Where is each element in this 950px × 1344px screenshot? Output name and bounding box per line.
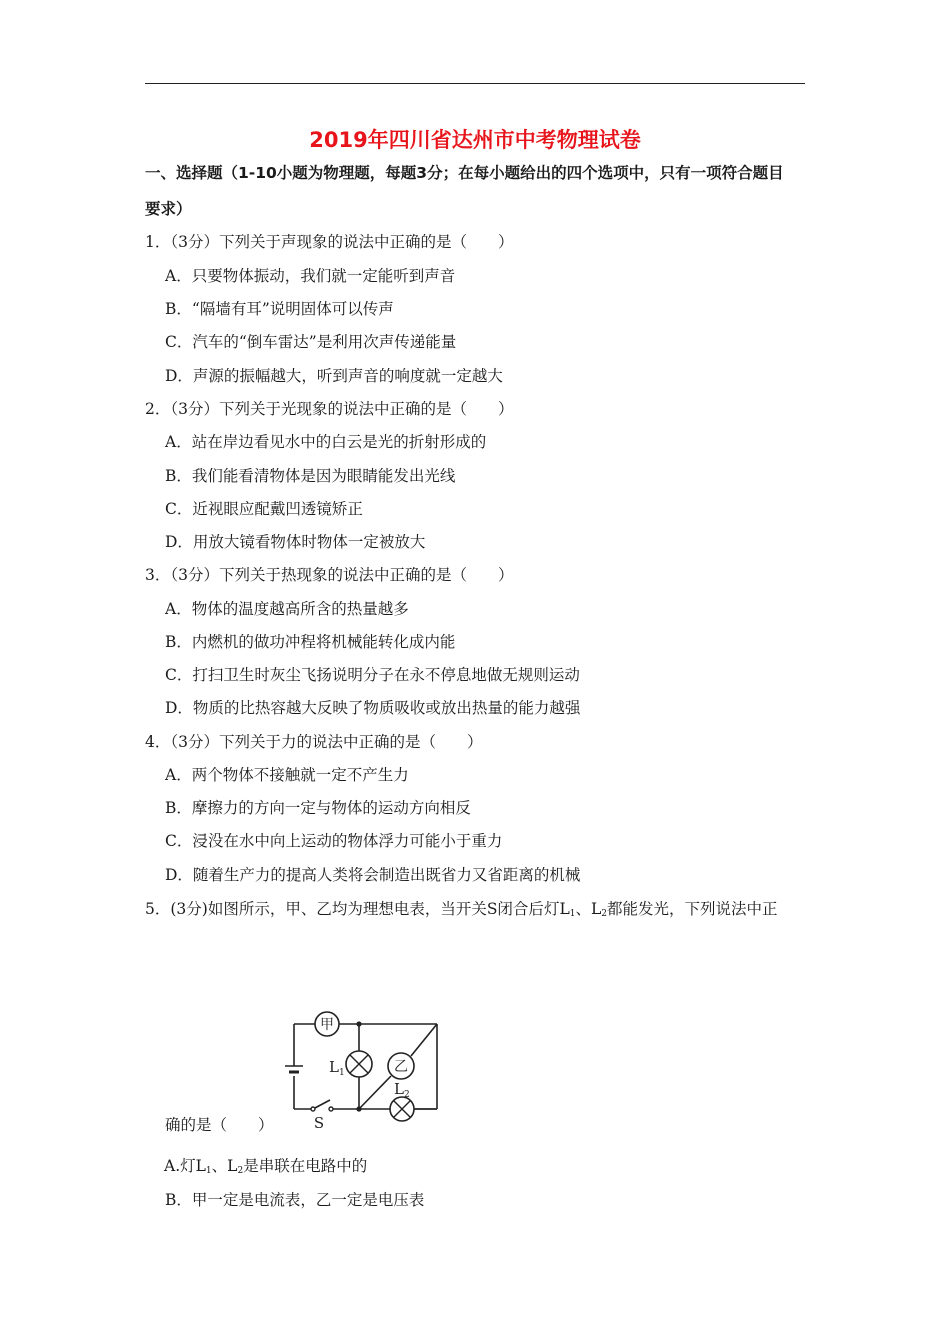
question-3-option-a: A．物体的温度越高所含的热量越多 [165, 600, 409, 618]
meter-yi-label: 乙 [394, 1059, 408, 1075]
question-3-stem: 3．（3分）下列关于热现象的说法中正确的是（ ） [145, 566, 514, 584]
question-1-option-c: C．汽车的“倒车雷达”是利用次声传递能量 [165, 333, 457, 351]
question-4-option-a: A．两个物体不接触就一定不产生力 [165, 766, 409, 784]
question-5-option-b: B．甲一定是电流表，乙一定是电压表 [165, 1191, 425, 1209]
question-1-option-a: A．只要物体振动，我们就一定能听到声音 [165, 267, 456, 285]
lamp-l1-label: $L_1$ [329, 1058, 345, 1078]
question-5-option-a: A.灯$L_1$、$L_2$是串联在电路中的 [164, 1157, 368, 1176]
question-4-option-d: D．随着生产力的提高人类将会制造出既省力又省距离的机械 [165, 866, 581, 884]
question-1-option-d: D．声源的振幅越大，听到声音的响度就一定越大 [165, 367, 503, 385]
switch-contact-right [329, 1107, 333, 1111]
question-3-option-b: B．内燃机的做功冲程将机械能转化成内能 [165, 633, 456, 651]
junction-top [356, 1021, 361, 1026]
question-2-stem: 2．（3分）下列关于光现象的说法中正确的是（ ） [145, 400, 514, 418]
circuit-diagram [280, 1008, 450, 1133]
switch-label: S [313, 1114, 325, 1132]
question-5-stem-end: 确的是（ ） [165, 1116, 274, 1134]
question-2-option-c: C．近视眼应配戴凹透镜矫正 [165, 500, 363, 518]
question-1-option-b: B．“隔墙有耳”说明固体可以传声 [165, 300, 394, 318]
question-5-stem: 5．(3分)如图所示，甲、乙均为理想电表，当开关S闭合后灯$L_1$、$L_2$都能发光，下列说法中正 [145, 900, 778, 919]
switch-contact-left [311, 1107, 315, 1111]
question-2-option-b: B．我们能看清物体是因为眼睛能发出光线 [165, 467, 456, 485]
question-3-option-d: D．物质的比热容越大反映了物质吸收或放出热量的能力越强 [165, 699, 581, 717]
lamp-l2-label: $L_2$ [394, 1080, 410, 1100]
meter-jia-label: 甲 [320, 1017, 334, 1033]
question-3-option-c: C．打扫卫生时灰尘飞扬说明分子在永不停息地做无规则运动 [165, 666, 580, 684]
question-4-option-c: C．浸没在水中向上运动的物体浮力可能小于重力 [165, 832, 503, 850]
question-2-option-a: A．站在岸边看见水中的白云是光的折射形成的 [165, 433, 487, 451]
page-title: 2019年四川省达州市中考物理试卷 [309, 128, 641, 152]
header-rule [145, 83, 805, 84]
question-4-option-b: B．摩擦力的方向一定与物体的运动方向相反 [165, 799, 471, 817]
question-1-stem: 1．（3分）下列关于声现象的说法中正确的是（ ） [145, 233, 514, 251]
question-2-option-d: D．用放大镜看物体时物体一定被放大 [165, 533, 426, 551]
section-heading-line1: 一、选择题（1-10小题为物理题，每题3分；在每小题给出的四个选项中，只有一项符合题目 [145, 164, 784, 182]
question-4-stem: 4．（3分）下列关于力的说法中正确的是（ ） [145, 733, 483, 751]
section-heading-line2: 要求） [145, 200, 192, 218]
junction-bottom [356, 1106, 361, 1111]
